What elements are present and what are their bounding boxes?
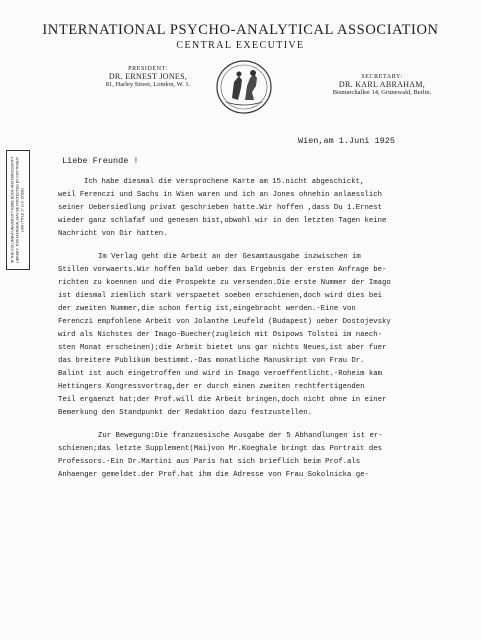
body-line: seiner Uebersiedlung privat geschrieben hatte.Wir hoffen ,dass Du 1.Ernest [58, 204, 383, 212]
body-line: wieder ganz schlafaf und genesen bist,obwohl wir in den letzten Tagen keine [58, 217, 387, 225]
body-line: das breitere Publikum bestimmt.-Das monatliche Manuskript von Frau Dr. [58, 357, 365, 365]
oedipus-sphinx-seal-icon [212, 58, 276, 116]
secretary-block [312, 74, 452, 96]
president-block [78, 66, 218, 88]
president-name: DR. ERNEST JONES, [108, 72, 188, 81]
secretary-name: DR. KARL ABRAHAM, [338, 80, 426, 89]
letterhead-title: INTERNATIONAL PSYCHO-ANALYTICAL ASSOCIATION [42, 22, 439, 38]
stamp-text: IN THE COLUMBIA UNIVERSITY RARE BOOK AND MANUSCRIPT LIBRARY. THIS MATERIAL MAY BE PROTECTED BY COPYRIGHT LAW (TITLE 17 U.S. CODE) [10, 156, 25, 264]
body-line: Bemerkung den Standpunkt der Redaktion dazu festzustellen. [58, 409, 312, 417]
body-line: Hettingers Kongressvortrag,der er durch einen zweiten rechtfertigenden [58, 383, 365, 391]
president-address: 81, Harley Street, London, W. 1. [105, 81, 191, 88]
body-line: Teil ergaenzt hat;der Prof.will die Arbeit bringen,doch nicht ohne in einer [58, 396, 387, 404]
body-line: Stillen vorwaerts.Wir hoffen bald ueber das Ergebnis der ersten Anfrage be- [58, 266, 387, 274]
letter-body [58, 176, 470, 482]
president-role: PRESIDENT: [128, 66, 168, 72]
body-line: Nachricht von Dir hatten. [58, 230, 168, 238]
letter-greeting: Liebe Freunde ! [62, 156, 139, 166]
letter-date: Wien,am 1.Juni 1925 [298, 136, 395, 146]
body-line: Balint ist auch eingetroffen und wird in Imago veroeffentlicht.-Roheim kam [58, 370, 383, 378]
body-line: Zur Bewegung:Die franzoesische Ausgabe der 5 Abhandlungen ist er- [98, 432, 383, 440]
library-copyright-stamp [6, 150, 30, 270]
body-line: der zweiten Nummer,die schon fertig ist,eingebracht werden.-Eine von [58, 305, 356, 313]
body-line: weil Ferenczi und Sachs in Wien waren und ich an Jones ohnehin anlaesslich [58, 191, 383, 199]
body-line: richten zu koennen und die Prospekte zu versenden.Die erste Nummer der Imago [58, 279, 391, 287]
body-line: schienen;das letzte Supplement(Mai)von Mr.Koeghale bringt das Portrait des [58, 445, 383, 453]
body-line: sten Monat erscheinen);die Arbeit bietet uns gar nichts Neues,ist aber fuer [58, 344, 387, 352]
body-line: Professors.-Ein Dr.Martini aus Paris hat sich brieflich beim Prof.als [58, 458, 361, 466]
body-line: ist diesmal ziemlich stark verspaetet soeben erschienen,doch wird dies bei [58, 292, 383, 300]
secretary-role: SECRETARY: [361, 74, 403, 80]
body-line: Ich habe diesmal die versprochene Karte am 15.nicht abgeschickt, [84, 178, 365, 186]
body-line: wird als Nichstes der Imago-Buecher(zugleich mit Osipows Tolstoi im naech- [58, 331, 383, 339]
secretary-address: Bismarckallee 14, Grunewald, Berlin. [332, 89, 432, 96]
letterhead-subtitle: CENTRAL EXECUTIVE [176, 40, 305, 51]
body-line: Anhaenger gemeldet.der Prof.hat ihm die Adresse von Frau Sokolnicka ge- [58, 471, 369, 479]
body-line: Im Verlag geht die Arbeit an der Gesamtausgabe inzwischen im [98, 253, 361, 261]
body-line: Ferenczi empfohlene Arbeit von Jolanthe Leufeld (Budapest) ueber Dostojevsky [58, 318, 391, 326]
